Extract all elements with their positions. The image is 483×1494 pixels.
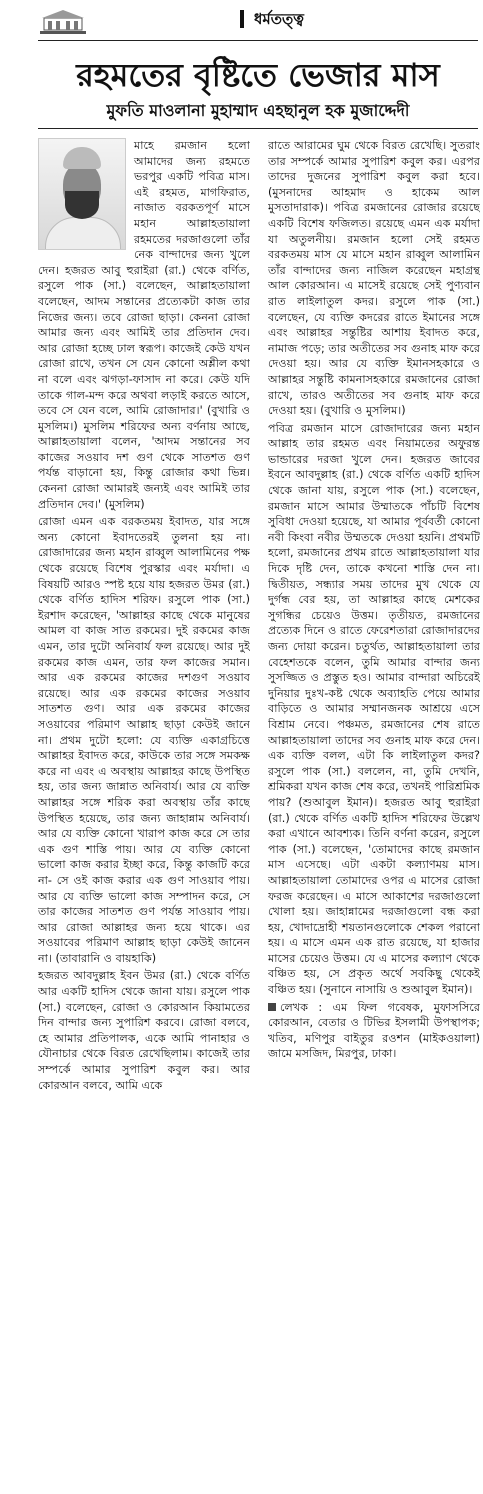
header-divider [38,40,478,41]
author-note-text: লেখক : এম ফিল গবেষক, মুফাসসিরে কোরআন, বেতার ও টিভির ইসলামী উপস্থাপক; খতিব, মণিপুর বাইতুর রওশন (মাইকওয়ালা) জামে মসজিদ, মিরপুর, ঢাকা। [268,1000,480,1061]
article-column-right [268,138,480,1488]
paragraph: পবিত্র রমজান মাসে রোজাদারের জন্য মহান আল্লাহ তার রহমত এবং নিয়ামতের অফুরন্ত ভান্ডারের দরজা খুলে দেন। হজরত জাবের ইবনে আবদুল্লাহ (রা.) থেকে বর্ণিত একটি হাদিস থেকে জানা যায়, রসুলে পাক (সা.) বলেছেন, রমজান মাসে আমার উম্মাতকে পাঁচটি বিশেষ সুবিধা দেওয়া হয়েছে, যা আমার পূর্ববর্তী কোনো নবী কিংবা নবীর উম্মতকে দেওয়া হয়নি। প্রথমটি হলো, রমজানের প্রথম রাতে আল্লাহতায়ালা যার দিকে দৃষ্টি দেন, তাকে কখনো শাস্তি দেন না। দ্বিতীয়ত, সন্ধ্যার সময় তাদের মুখ থেকে যে দুর্গন্ধ বের হয়, তা আল্লাহর কাছে মেশকের সুগন্ধির চেয়েও উত্তম। তৃতীয়ত, রমজানের প্রত্যেক দিনে ও রাতে ফেরেশতারা রোজাদারদের জন্য দোয়া করেন। চতুর্থত, আল্লাহতায়ালা তার বেহেশতকে বলেন, তুমি আমার বান্দার জন্য সুসজ্জিত ও প্রস্তুত হও। আমার বান্দারা অচিরেই দুনিয়ার দুঃখ-কষ্ট থেকে অব্যাহতি পেয়ে আমার বাড়িতে ও আমার সম্মানজনক আশ্রয়ে এসে বিশ্রাম নেবে। পঞ্চমত, রমজানের শেষ রাতে আল্লাহতায়ালা তাদের সব গুনাহ মাফ করে দেন। এক ব্যক্তি বলল, এটা কি লাইলাতুল কদর? রসুলে পাক (সা.) বললেন, না, তুমি দেখনি, শ্রমিকরা যখন কাজ শেষ করে, তখনই পারিশ্রমিক পায়? (শুআবুল ইমান)। হজরত আবু হুরাইরা (রা.) থেকে বর্ণিত একটি হাদিস শরিফের উল্লেখ করা এখানে আবশ্যক। তিনি বর্ণনা করেন, রসুলে পাক (সা.) বলেছেন, 'তোমাদের কাছে রমজান মাস এসেছে। এটা একটা কল্যাণময় মাস। আল্লাহতায়ালা তোমাদের ওপর এ মাসের রোজা ফরজ করেছেন। এ মাসে আকাশের দরজাগুলো খোলা হয়। জাহান্নামের দরজাগুলো বন্ধ করা হয়, খোদাদ্রোহী শয়তানগুলোকে শেকল পরানো হয়। এ মাসে এমন এক রাত রয়েছে, যা হাজার মাসের চেয়েও উত্তম। যে এ মাসের কল্যাণ থেকে বঞ্চিত হয়, সে প্রকৃত অর্থে সবকিছু থেকেই বঞ্চিত হয়। (সুনানে নাসায়ি ও শুআবুল ইমান)। [268,421,480,997]
paragraph: হজরত আবদুল্লাহ ইবন উমর (রা.) থেকে বর্ণিত আর একটি হাদিস থেকে জানা যায়। রসুলে পাক (সা.) বলেছেন, রোজা ও কোরআন কিয়ামতের দিন বান্দার জন্য সুপারিশ করবে। রোজা বলবে, হে আমার প্রতিপালক, একে আমি পানাহার ও যৌনাচার থেকে বিরত রেখেছিলাম। কাজেই তার সম্পর্কে আমার সুপারিশ কবুল কর। আর কোরআন বলবে, আমি একে [38,969,250,1092]
author-note [268,1000,480,1062]
article-title: রহমতের বৃষ্টিতে ভেজার মাস [76,56,440,94]
newspaper-logo-icon [38,8,88,36]
paragraph: রোজা এমন এক বরকতময় ইবাদত, যার সঙ্গে অন্য কোনো ইবাদতেরই তুলনা হয় না। রোজাদারের জন্য মহান রাব্বুল আলামিনের পক্ষ থেকে রয়েছে বিশেষ পুরস্কার এবং মর্যাদা। এ বিষয়টি আরও স্পষ্ট হয়ে যায় হজরত উমর (রা.) থেকে বর্ণিত হাদিস শরিফ। রসুলে পাক (সা.) ইরশাদ করেছেন, 'আল্লাহর কাছে থেকে মানুষের আমল বা কাজ সাত রকমের। দুই রকমের কাজ এমন, তার দুটো অনিবার্য ফল রয়েছে। আর দুই রকমের কাজ এমন, তার ফল কাজের সমান। আর এক রকমের কাজের দশগুণ সওয়াব রয়েছে। আর এক রকমের কাজের সওয়াব সাতশত গুণ। আর এক রকমের কাজের সওয়াবের পরিমাণ আল্লাহ ছাড়া কেউই জানে না। প্রথম দুটো হলো: যে ব্যক্তি একাগ্রচিত্তে আল্লাহর ইবাদত করে, কাউকে তার সঙ্গে সমকক্ষ করে না এবং এ অবস্থায় আল্লাহর কাছে উপস্থিত হয়, তার জন্য জান্নাত অনিবার্য। আর যে ব্যক্তি আল্লাহর সঙ্গে শরিক করা অবস্থায় তাঁর কাছে উপস্থিত হয়েছে, তার জন্য জাহান্নাম অনিবার্য। আর যে ব্যক্তি কোনো খারাপ কাজ করে সে তার এক গুণ শাস্তি পায়। আর যে ব্যক্তি কোনো ভালো কাজ করার ইচ্ছা করে, কিন্তু কাজটি করে না- সে ওই কাজ করার এক গুণ সাওয়াব পায়। আর যে ব্যক্তি ভালো কাজ সম্পাদন করে, সে তার কাজের সাতশত গুণ পর্যন্ত সাওয়াব পায়। আর রোজা আল্লাহর জন্য হয়ে থাকে। এর সওয়াবের পরিমাণ আল্লাহ ছাড়া কেউই জানেন না। (তাবারানি ও বায়হাকি) [38,515,250,965]
article-column-left [38,138,250,1488]
article-byline: মুফতি মাওলানা মুহাম্মাদ এহছানুল হক মুজাদ্দেদী [106,101,410,120]
page-header [0,0,483,40]
byline-divider [38,128,478,129]
paragraph: মাহে রমজান হলো আমাদের জন্য রহমতে ভরপুর একটি পবিত্র মাস। এই রহমত, মাগফিরাত, নাজাত বরকতপূর্ণ মাসে মহান আল্লাহতায়ালা রহমতের দরজাগুলো তাঁর নেক বান্দাদের জন্য খুলে দেন। হজরত আবু হুরাইরা (রা.) থেকে বর্ণিত, রসুলে পাক (সা.) বলেছেন, আল্লাহতায়ালা বলেছেন, আদম সন্তানের প্রত্যেকটা কাজ তার নিজের জন্য। তবে রোজা ছাড়া। কেননা রোজা আমার জন্য এবং আমিই তার প্রতিদান দেব। আর রোজা হচ্ছে ঢাল স্বরূপ। কাজেই কেউ যখন রোজা রাখে, তখন সে যেন কোনো অশ্লীল কথা না বলে এবং ঝগড়া-ফাসাদ না করে। কেউ যদি তাকে গাল-মন্দ করে অথবা লড়াই করতে আসে, তবে সে যেন বলে, আমি রোজাদার।' (বুখারি ও মুসলিম।) মুসলিম শরিফের অন্য বর্ণনায় আছে, আল্লাহতায়ালা বলেন, 'আদম সন্তানের সব কাজের সওয়াব দশ গুণ থেকে সাতশত গুণ পর্যন্ত বাড়ানো হয়, কিন্তু রোজার কথা ভিন্ন। কেননা রোজা আমারই জন্যই এবং আমিই তার প্রতিদান দেব।' (মুসলিম) [38,139,250,511]
square-bullet-icon [268,1003,276,1011]
paragraph: রাতে আরামের ঘুম থেকে বিরত রেখেছি। সুতরাং তার সম্পর্কে আমার সুপারিশ কবুল কর। এরপর তাদের দুজনের সুপারিশ কবুল করা হবে। (মুসনাদের আহমাদ ও হাকেম আল মুসতাদারাক)। পবিত্র রমজানের রোজার রয়েছে একটি বিশেষ ফজিলত। রয়েছে এমন এক মর্যাদা যা অতুলনীয়। রমজান হলো সেই রহমত বরকতময় মাস যে মাসে মহান রাব্বুল আলামিন তাঁর বান্দাদের জন্য নাজিল করেছেন মহাগ্রন্থ আল কোরআন। এ মাসেই রয়েছে সেই পুণ্যবান রাত লাইলাতুল কদর। রসুলে পাক (সা.) বলেছেন, যে ব্যক্তি কদরের রাতে ইমানের সঙ্গে এবং আল্লাহর সন্তুষ্টির আশায় ইবাদত করে, নামাজ পড়ে; তার অতীতের সব গুনাহ মাফ করে দেওয়া হয়। আর যে ব্যক্তি ইমানসহকারে ও আল্লাহর সন্তুষ্টি কামনাসহকারে রমজানের রোজা রাখে, তারও অতীতের সব গুনাহ মাফ করে দেওয়া হয়। (বুখারি ও মুসলিম।) [268,139,480,418]
author-photo [38,138,126,250]
section-label: ধর্মতত্ত্ব [240,10,304,28]
